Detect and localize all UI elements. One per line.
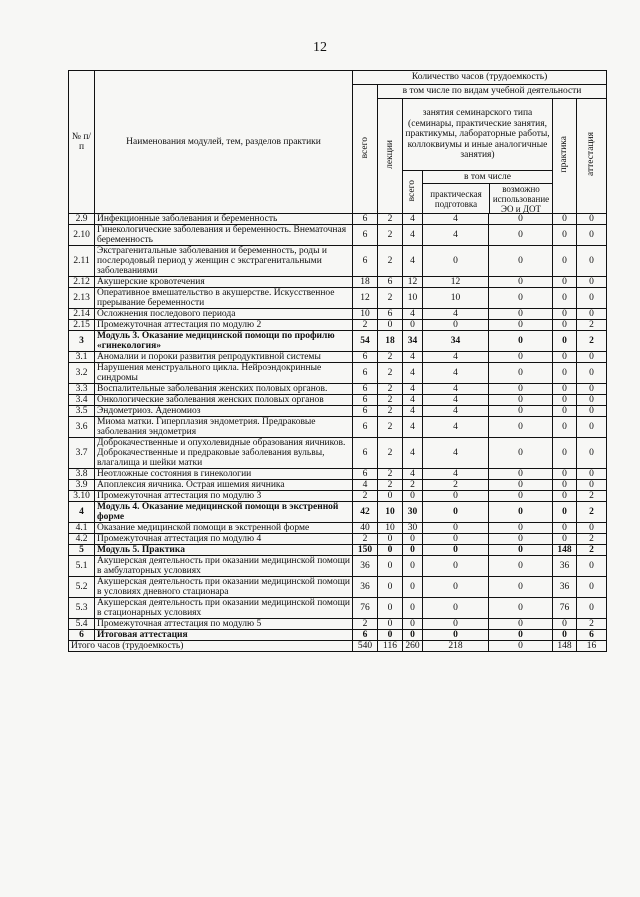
- row-number: 2.13: [69, 288, 95, 309]
- hours-lectures: 2: [378, 225, 403, 246]
- hours-lectures: 6: [378, 277, 403, 288]
- hours-practice: 76: [553, 598, 577, 619]
- hours-attestation: 0: [577, 395, 607, 406]
- hours-practical-training: 2: [423, 480, 489, 491]
- hours-lectures: 10: [378, 502, 403, 523]
- row-title: Промежуточная аттестация по модулю 2: [95, 320, 353, 331]
- row-number: 2.14: [69, 309, 95, 320]
- row-title: Промежуточная аттестация по модулю 3: [95, 491, 353, 502]
- hours-practice: 0: [553, 469, 577, 480]
- table-row: [69, 417, 607, 438]
- hours-practice: 0: [553, 480, 577, 491]
- hours-attestation: 0: [577, 363, 607, 384]
- row-title: Онкологические заболевания женских половых органов: [95, 395, 353, 406]
- hours-practical-training: 0: [423, 502, 489, 523]
- row-number: 6: [69, 630, 95, 641]
- row-number: 3.2: [69, 363, 95, 384]
- row-number: 5.1: [69, 556, 95, 577]
- hours-eo-dot: 0: [489, 630, 553, 641]
- hours-attestation: 0: [577, 288, 607, 309]
- header-lectures: лекции: [378, 99, 403, 214]
- header-seminar-total: всего: [403, 171, 423, 214]
- hours-lectures: 18: [378, 331, 403, 352]
- hours-total: 10: [353, 309, 378, 320]
- hours-total: 6: [353, 469, 378, 480]
- hours-attestation: 2: [577, 545, 607, 556]
- hours-practice: 0: [553, 309, 577, 320]
- hours-practical-training: 4: [423, 384, 489, 395]
- row-title: Модуль 5. Практика: [95, 545, 353, 556]
- hours-eo-dot: 0: [489, 320, 553, 331]
- hours-practical-training: 12: [423, 277, 489, 288]
- hours-attestation: 2: [577, 534, 607, 545]
- hours-total: 4: [353, 480, 378, 491]
- row-title: Модуль 4. Оказание медицинской помощи в экстренной форме: [95, 502, 353, 523]
- row-title: Оказание медицинской помощи в экстренной форме: [95, 523, 353, 534]
- hours-lectures: 0: [378, 556, 403, 577]
- hours-seminar-total: 0: [403, 534, 423, 545]
- hours-total: 6: [353, 352, 378, 363]
- hours-total: 76: [353, 598, 378, 619]
- page-number: 12: [313, 40, 327, 55]
- hours-eo-dot: 0: [489, 406, 553, 417]
- hours-eo-dot: 0: [489, 523, 553, 534]
- hours-lectures: 2: [378, 480, 403, 491]
- hours-eo-dot: 0: [489, 417, 553, 438]
- hours-practice: 0: [553, 491, 577, 502]
- hours-lectures: 2: [378, 363, 403, 384]
- header-name: Наименования модулей, тем, разделов практики: [95, 71, 353, 214]
- hours-total: 12: [353, 288, 378, 309]
- table-row: [69, 320, 607, 331]
- total-practical-training: 218: [423, 641, 489, 652]
- table-row: [69, 384, 607, 395]
- row-number: 5.4: [69, 619, 95, 630]
- hours-eo-dot: 0: [489, 288, 553, 309]
- hours-lectures: 0: [378, 630, 403, 641]
- hours-attestation: 2: [577, 491, 607, 502]
- row-title: Модуль 3. Оказание медицинской помощи по профилю «гинекология»: [95, 331, 353, 352]
- hours-total: 6: [353, 384, 378, 395]
- total-seminar: 260: [403, 641, 423, 652]
- hours-practical-training: 0: [423, 246, 489, 277]
- hours-seminar-total: 0: [403, 545, 423, 556]
- header-total: всего: [353, 85, 378, 214]
- hours-seminar-total: 0: [403, 491, 423, 502]
- row-title: Осложнения последового периода: [95, 309, 353, 320]
- hours-seminar-total: 4: [403, 384, 423, 395]
- hours-eo-dot: 0: [489, 277, 553, 288]
- hours-lectures: 2: [378, 417, 403, 438]
- hours-seminar-total: 12: [403, 277, 423, 288]
- hours-attestation: 0: [577, 309, 607, 320]
- hours-practical-training: 0: [423, 556, 489, 577]
- hours-total: 6: [353, 225, 378, 246]
- hours-practical-training: 10: [423, 288, 489, 309]
- row-title: Промежуточная аттестация по модулю 5: [95, 619, 353, 630]
- hours-attestation: 0: [577, 523, 607, 534]
- hours-practical-training: 34: [423, 331, 489, 352]
- header-num: № п/п: [69, 71, 95, 214]
- hours-practice: 0: [553, 438, 577, 469]
- hours-total: 6: [353, 395, 378, 406]
- header-practice: практика: [553, 99, 577, 214]
- hours-attestation: 0: [577, 384, 607, 395]
- hours-eo-dot: 0: [489, 331, 553, 352]
- total-hours: 540: [353, 641, 378, 652]
- table-row: [69, 502, 607, 523]
- row-number: 3.7: [69, 438, 95, 469]
- hours-attestation: 0: [577, 438, 607, 469]
- hours-eo-dot: 0: [489, 577, 553, 598]
- hours-eo-dot: 0: [489, 214, 553, 225]
- hours-attestation: 0: [577, 577, 607, 598]
- hours-seminar-total: 0: [403, 598, 423, 619]
- row-title: Акушерские кровотечения: [95, 277, 353, 288]
- hours-practice: 36: [553, 577, 577, 598]
- hours-seminar-total: 0: [403, 619, 423, 630]
- hours-total: 2: [353, 534, 378, 545]
- hours-eo-dot: 0: [489, 438, 553, 469]
- row-number: 5.3: [69, 598, 95, 619]
- table-row: [69, 225, 607, 246]
- hours-total: 36: [353, 556, 378, 577]
- row-number: 3.8: [69, 469, 95, 480]
- hours-practical-training: 0: [423, 619, 489, 630]
- row-title: Инфекционные заболевания и беременность: [95, 214, 353, 225]
- table-row: [69, 395, 607, 406]
- table-row: [69, 534, 607, 545]
- row-number: 3.5: [69, 406, 95, 417]
- row-number: 4: [69, 502, 95, 523]
- hours-seminar-total: 4: [403, 225, 423, 246]
- hours-lectures: 0: [378, 619, 403, 630]
- hours-total: 6: [353, 417, 378, 438]
- header-attestation: аттестация: [577, 99, 607, 214]
- table-body: [69, 214, 607, 652]
- hours-seminar-total: 4: [403, 246, 423, 277]
- row-number: 5: [69, 545, 95, 556]
- hours-total: 42: [353, 502, 378, 523]
- hours-lectures: 0: [378, 320, 403, 331]
- hours-practical-training: 0: [423, 491, 489, 502]
- total-row: [69, 641, 607, 652]
- hours-practice: 0: [553, 246, 577, 277]
- table-row: [69, 577, 607, 598]
- hours-attestation: 0: [577, 246, 607, 277]
- hours-eo-dot: 0: [489, 363, 553, 384]
- table-row: [69, 352, 607, 363]
- hours-practice: 0: [553, 406, 577, 417]
- hours-practical-training: 4: [423, 406, 489, 417]
- hours-total: 6: [353, 438, 378, 469]
- hours-attestation: 0: [577, 480, 607, 491]
- total-attestation: 16: [577, 641, 607, 652]
- hours-attestation: 2: [577, 502, 607, 523]
- hours-practice: 0: [553, 395, 577, 406]
- hours-eo-dot: 0: [489, 469, 553, 480]
- header-by-types: в том числе по видам учебной деятельности: [378, 85, 607, 99]
- total-label: Итого часов (трудоемкость): [69, 641, 353, 652]
- hours-practical-training: 0: [423, 534, 489, 545]
- hours-attestation: 2: [577, 619, 607, 630]
- table-row: [69, 469, 607, 480]
- hours-practical-training: 4: [423, 214, 489, 225]
- hours-seminar-total: 4: [403, 438, 423, 469]
- table-row: [69, 619, 607, 630]
- row-number: 3.6: [69, 417, 95, 438]
- hours-practice: 0: [553, 363, 577, 384]
- hours-attestation: 0: [577, 417, 607, 438]
- row-title: Оперативное вмешательство в акушерстве. Искусственное прерывание беременности: [95, 288, 353, 309]
- hours-eo-dot: 0: [489, 352, 553, 363]
- table-header: [69, 71, 607, 214]
- hours-seminar-total: 4: [403, 469, 423, 480]
- hours-seminar-total: 0: [403, 630, 423, 641]
- curriculum-table: [68, 70, 607, 652]
- hours-lectures: 0: [378, 491, 403, 502]
- table-row: [69, 363, 607, 384]
- hours-lectures: 0: [378, 577, 403, 598]
- row-number: 3.1: [69, 352, 95, 363]
- hours-total: 6: [353, 363, 378, 384]
- table-row: [69, 406, 607, 417]
- total-practice: 148: [553, 641, 577, 652]
- hours-lectures: 2: [378, 395, 403, 406]
- row-title: Апоплексия яичника. Острая ишемия яичника: [95, 480, 353, 491]
- row-number: 2.12: [69, 277, 95, 288]
- header-including-block: [423, 171, 553, 214]
- hours-practical-training: 4: [423, 469, 489, 480]
- table-row: [69, 556, 607, 577]
- hours-seminar-total: 4: [403, 406, 423, 417]
- hours-seminar-total: 0: [403, 320, 423, 331]
- hours-total: 6: [353, 246, 378, 277]
- hours-eo-dot: 0: [489, 309, 553, 320]
- hours-lectures: 2: [378, 406, 403, 417]
- hours-practice: 36: [553, 556, 577, 577]
- header-including: в том числе: [423, 171, 552, 184]
- hours-attestation: 2: [577, 320, 607, 331]
- row-number: 3.9: [69, 480, 95, 491]
- hours-practice: 0: [553, 352, 577, 363]
- header-eo-dot: возможно использование ЭО и ДОТ: [492, 183, 550, 214]
- header-practical-training: практическая подготовка: [423, 184, 490, 213]
- hours-seminar-total: 4: [403, 417, 423, 438]
- hours-attestation: 2: [577, 331, 607, 352]
- hours-eo-dot: 0: [489, 619, 553, 630]
- hours-lectures: 2: [378, 352, 403, 363]
- hours-practice: 0: [553, 534, 577, 545]
- hours-eo-dot: 0: [489, 534, 553, 545]
- hours-eo-dot: 0: [489, 491, 553, 502]
- hours-eo-dot: 0: [489, 246, 553, 277]
- hours-practice: 0: [553, 417, 577, 438]
- hours-practice: 0: [553, 214, 577, 225]
- row-number: 3.4: [69, 395, 95, 406]
- table-row: [69, 491, 607, 502]
- row-number: 2.10: [69, 225, 95, 246]
- hours-practical-training: 0: [423, 545, 489, 556]
- hours-eo-dot: 0: [489, 395, 553, 406]
- hours-practice: 0: [553, 225, 577, 246]
- hours-practical-training: 0: [423, 630, 489, 641]
- row-number: 4.2: [69, 534, 95, 545]
- hours-seminar-total: 10: [403, 288, 423, 309]
- hours-total: 36: [353, 577, 378, 598]
- table-row: [69, 331, 607, 352]
- hours-total: 6: [353, 214, 378, 225]
- hours-seminar-total: 4: [403, 352, 423, 363]
- row-title: Нарушения менструального цикла. Нейроэндокринные синдромы: [95, 363, 353, 384]
- hours-lectures: 2: [378, 288, 403, 309]
- hours-practical-training: 4: [423, 395, 489, 406]
- hours-attestation: 0: [577, 225, 607, 246]
- hours-practical-training: 4: [423, 438, 489, 469]
- hours-lectures: 6: [378, 309, 403, 320]
- hours-practical-training: 4: [423, 225, 489, 246]
- hours-lectures: 2: [378, 469, 403, 480]
- hours-attestation: 0: [577, 277, 607, 288]
- hours-seminar-total: 34: [403, 331, 423, 352]
- hours-practice: 0: [553, 331, 577, 352]
- hours-seminar-total: 4: [403, 395, 423, 406]
- hours-eo-dot: 0: [489, 384, 553, 395]
- hours-total: 40: [353, 523, 378, 534]
- hours-lectures: 2: [378, 246, 403, 277]
- table-row: [69, 438, 607, 469]
- row-title: Неотложные состояния в гинекологии: [95, 469, 353, 480]
- hours-lectures: 2: [378, 384, 403, 395]
- row-title: Итоговая аттестация: [95, 630, 353, 641]
- hours-practice: 0: [553, 320, 577, 331]
- hours-practical-training: 4: [423, 352, 489, 363]
- hours-eo-dot: 0: [489, 598, 553, 619]
- hours-total: 6: [353, 630, 378, 641]
- hours-practical-training: 4: [423, 309, 489, 320]
- hours-eo-dot: 0: [489, 480, 553, 491]
- hours-total: 18: [353, 277, 378, 288]
- hours-total: 2: [353, 320, 378, 331]
- total-lectures: 116: [378, 641, 403, 652]
- hours-eo-dot: 0: [489, 225, 553, 246]
- row-title: Промежуточная аттестация по модулю 4: [95, 534, 353, 545]
- hours-total: 6: [353, 406, 378, 417]
- hours-practice: 0: [553, 277, 577, 288]
- table-row: [69, 545, 607, 556]
- row-title: Эндометриоз. Аденомиоз: [95, 406, 353, 417]
- hours-eo-dot: 0: [489, 556, 553, 577]
- row-title: Доброкачественные и опухолевидные образования яичников. Доброкачественные и предраковые заболевания вульвы, влагалища и шейки матки: [95, 438, 353, 469]
- hours-lectures: 0: [378, 598, 403, 619]
- hours-attestation: 6: [577, 630, 607, 641]
- hours-lectures: 0: [378, 534, 403, 545]
- hours-practice: 148: [553, 545, 577, 556]
- table-row: [69, 288, 607, 309]
- hours-practical-training: 4: [423, 417, 489, 438]
- row-title: Аномалии и пороки развития репродуктивной системы: [95, 352, 353, 363]
- row-title: Акушерская деятельность при оказании медицинской помощи в стационарных условиях: [95, 598, 353, 619]
- header-seminar: занятия семинарского типа (семинары, практические занятия, практикумы, лабораторные работы, коллоквиумы и иные аналогичные занятия): [403, 99, 553, 171]
- hours-practice: 0: [553, 619, 577, 630]
- hours-seminar-total: 0: [403, 577, 423, 598]
- header-hours-title: Количество часов (трудоемкость): [353, 71, 607, 85]
- hours-attestation: 0: [577, 352, 607, 363]
- hours-practical-training: 0: [423, 523, 489, 534]
- row-title: Миома матки. Гиперплазия эндометрия. Предраковые заболевания эндометрия: [95, 417, 353, 438]
- row-number: 3.10: [69, 491, 95, 502]
- hours-practical-training: 4: [423, 363, 489, 384]
- row-number: 2.9: [69, 214, 95, 225]
- hours-lectures: 10: [378, 523, 403, 534]
- table-row: [69, 523, 607, 534]
- hours-attestation: 0: [577, 214, 607, 225]
- hours-practical-training: 0: [423, 598, 489, 619]
- row-title: Акушерская деятельность при оказании медицинской помощи в условиях дневного стационара: [95, 577, 353, 598]
- hours-total: 2: [353, 619, 378, 630]
- hours-total: 54: [353, 331, 378, 352]
- hours-attestation: 0: [577, 406, 607, 417]
- row-number: 4.1: [69, 523, 95, 534]
- hours-seminar-total: 4: [403, 363, 423, 384]
- hours-lectures: 2: [378, 214, 403, 225]
- row-number: 2.11: [69, 246, 95, 277]
- hours-practice: 0: [553, 502, 577, 523]
- hours-total: 150: [353, 545, 378, 556]
- hours-attestation: 0: [577, 598, 607, 619]
- row-number: 3.3: [69, 384, 95, 395]
- hours-total: 2: [353, 491, 378, 502]
- table-row: [69, 277, 607, 288]
- hours-seminar-total: 30: [403, 502, 423, 523]
- row-number: 2.15: [69, 320, 95, 331]
- hours-practical-training: 0: [423, 320, 489, 331]
- hours-eo-dot: 0: [489, 502, 553, 523]
- table-row: [69, 630, 607, 641]
- hours-eo-dot: 0: [489, 545, 553, 556]
- row-number: 5.2: [69, 577, 95, 598]
- hours-practice: 0: [553, 288, 577, 309]
- hours-attestation: 0: [577, 469, 607, 480]
- hours-seminar-total: 30: [403, 523, 423, 534]
- table-row: [69, 214, 607, 225]
- total-eo-dot: 0: [489, 641, 553, 652]
- row-number: 3: [69, 331, 95, 352]
- table-row: [69, 246, 607, 277]
- hours-attestation: 0: [577, 556, 607, 577]
- hours-seminar-total: 0: [403, 556, 423, 577]
- hours-practice: 0: [553, 630, 577, 641]
- table-row: [69, 598, 607, 619]
- row-title: Акушерская деятельность при оказании медицинской помощи в амбулаторных условиях: [95, 556, 353, 577]
- table-row: [69, 480, 607, 491]
- row-title: Экстрагенитальные заболевания и беременность, роды и послеродовый период у женщин с экстрагенитальными заболеваниями: [95, 246, 353, 277]
- table-row: [69, 309, 607, 320]
- hours-practice: 0: [553, 523, 577, 534]
- hours-seminar-total: 4: [403, 214, 423, 225]
- hours-lectures: 2: [378, 438, 403, 469]
- row-title: Воспалительные заболевания женских половых органов.: [95, 384, 353, 395]
- hours-seminar-total: 2: [403, 480, 423, 491]
- hours-seminar-total: 4: [403, 309, 423, 320]
- hours-lectures: 0: [378, 545, 403, 556]
- row-title: Гинекологические заболевания и беременность. Внематочная беременность: [95, 225, 353, 246]
- hours-practical-training: 0: [423, 577, 489, 598]
- hours-practice: 0: [553, 384, 577, 395]
